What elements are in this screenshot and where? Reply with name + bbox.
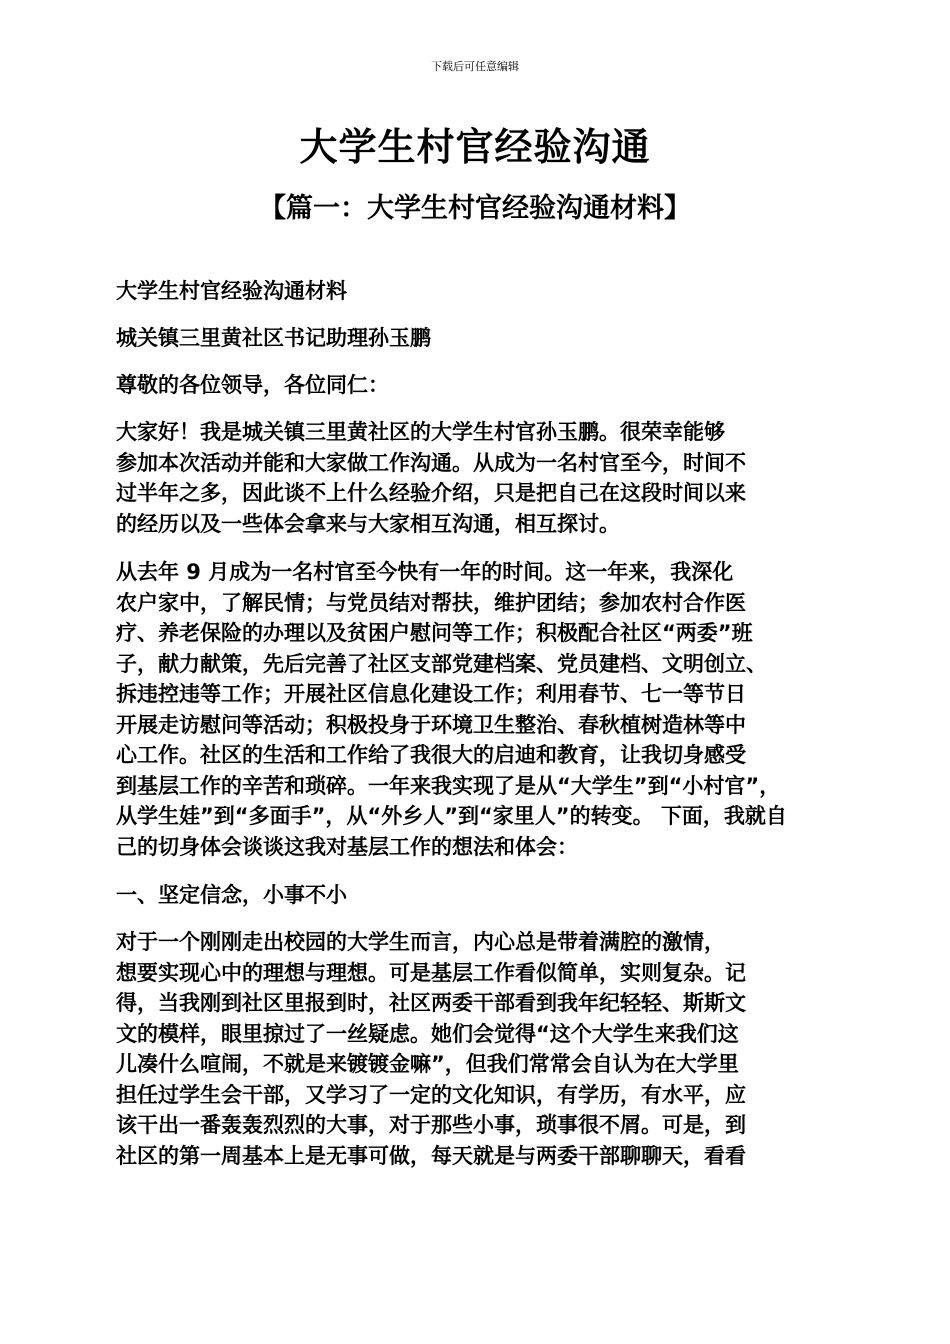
text-line: 的经历以及一些体会拿来与大家相互沟通，相互探讨。	[116, 511, 620, 536]
paragraph-greeting	[116, 417, 836, 539]
paragraph-experience	[116, 557, 836, 862]
text-line: 农户家中，了解民情；与党员结对帮扶，维护团结；参加农村合作医	[116, 590, 746, 615]
section-heading: 一、坚定信念，小事不小	[116, 883, 347, 907]
text-line: 从学生娃”到“多面手”，从“外乡人”到“家里人”的转变。 下面，我就自	[116, 804, 787, 828]
paragraph-belief	[116, 927, 836, 1171]
document-title: 大学生村官经验沟通	[299, 125, 651, 169]
text-line: 过半年之多，因此谈不上什么经验介绍，只是把自己在这段时间以来	[116, 481, 746, 505]
text-line: 对于一个刚刚走出校园的大学生而言，内心总是带着满腔的激情，	[116, 930, 725, 954]
document-subtitle: 【篇一：大学生村官经验沟通材料】	[259, 193, 691, 224]
intro-salutation: 尊敬的各位领导，各位同仁：	[116, 373, 389, 397]
document-body	[116, 276, 836, 1189]
intro-author: 城关镇三里黄社区书记助理孙玉鹏	[116, 326, 431, 350]
text-line: 儿凑什么喧闹，不就是来镀镀金嘛”，但我们常常会自认为在大学里	[116, 1052, 739, 1076]
text-line: 想要实现心中的理想与理想。可是基层工作看似简单，实则复杂。记	[116, 960, 746, 985]
text-line: 心工作。社区的生活和工作给了我很大的启迪和教育，让我切身感受	[116, 743, 746, 767]
text-line: 得，当我刚到社区里报到时，社区两委干部看到我年纪轻轻、斯斯文	[116, 991, 746, 1015]
text-line: 疗、养老保险的办理以及贫困户慰问等工作；积极配合社区“两委”班	[116, 621, 753, 645]
text-line: 到基层工作的辛苦和琐碎。一年来我实现了是从“大学生”到“小村官”，	[116, 773, 781, 798]
text-line: 大家好！我是城关镇三里黄社区的大学生村官孙玉鹏。很荣幸能够	[116, 420, 725, 444]
header-note: 下载后可任意编辑	[431, 60, 519, 73]
text-line: 己的切身体会谈谈这我对基层工作的想法和体会：	[116, 834, 578, 859]
text-line: 社区的第一周基本上是无事可做，每天就是与两委干部聊聊天，看看	[116, 1143, 746, 1168]
text-line: 该干出一番轰轰烈烈的大事，对于那些小事，琐事很不屑。可是，到	[116, 1113, 746, 1137]
text-line: 开展走访慰问等活动；积极投身于环境卫生整治、春秋植树造林等中	[116, 712, 746, 737]
text-line: 文的模样，眼里掠过了一丝疑虑。她们会觉得“这个大学生来我们这	[116, 1021, 739, 1046]
text-line: 担任过学生会干部，又学习了一定的文化知识，有学历，有水平，应	[116, 1082, 746, 1107]
text-line: 子，献力献策，先后完善了社区支部党建档案、党员建档、文明创立、	[116, 651, 767, 676]
text-line: 从去年 9 月成为一名村官至今快有一年的时间。这一年来，我深化	[116, 560, 734, 584]
text-line: 拆违控违等工作；开展社区信息化建设工作；利用春节、七一等节日	[116, 682, 746, 706]
text-line: 参加本次活动并能和大家做工作沟通。从成为一名村官至今，时间不	[116, 450, 746, 475]
intro-material-title: 大学生村官经验沟通材料	[116, 279, 347, 303]
